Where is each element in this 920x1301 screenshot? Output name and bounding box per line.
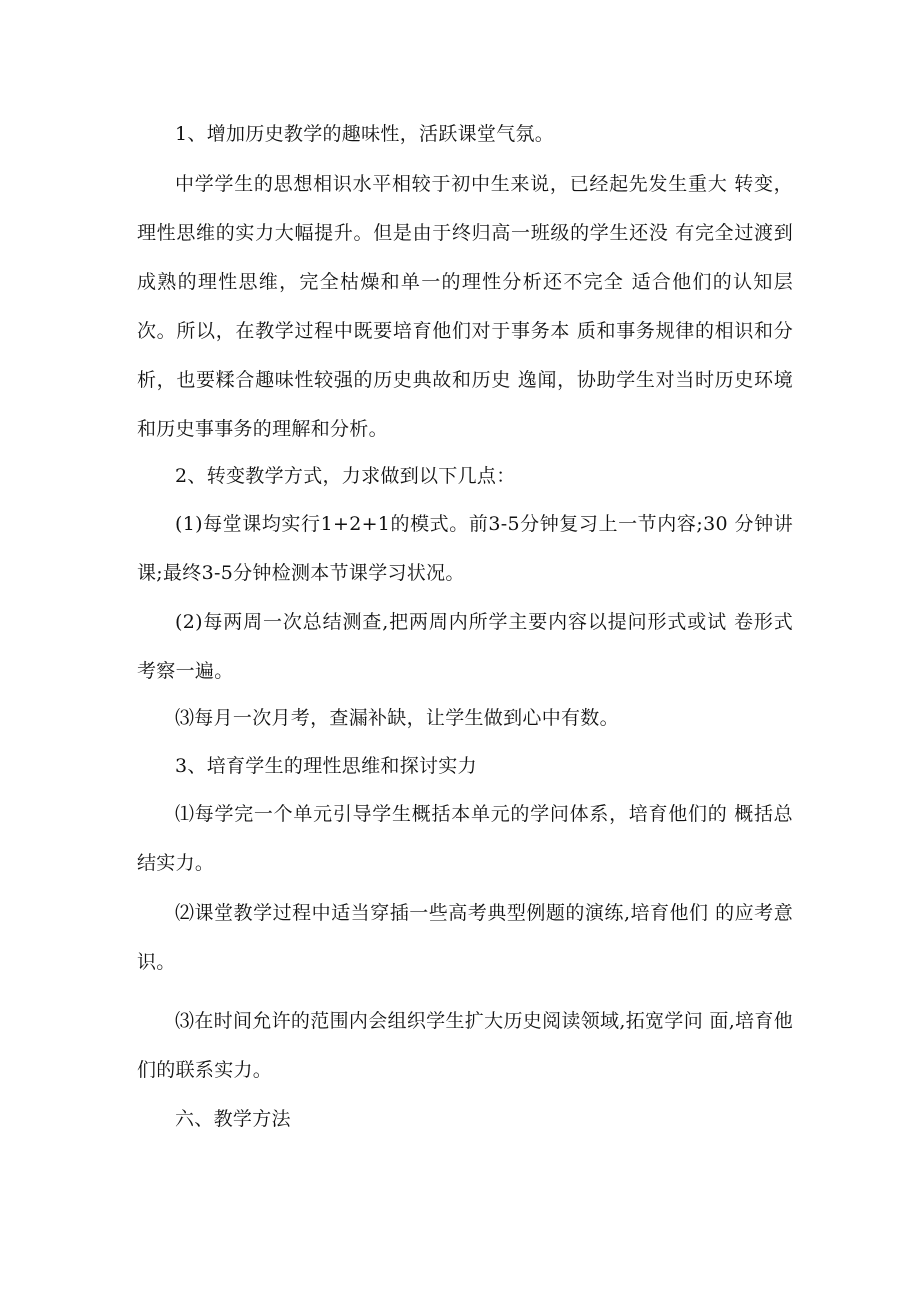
paragraph-sub-item-1: ⑴每学完一个单元引导学生概括本单元的学问体系，培育他们的 概括总结实力。 <box>137 803 793 874</box>
paragraph-sub-item-3: ⑶在时间允许的范围内会组织学生扩大历史阅读领域,拓宽学问 面,培育他们的联系实力。 <box>137 1010 793 1081</box>
section-heading-3: 3、培育学生的理性思维和探讨实力 <box>175 755 477 777</box>
section-heading-teaching-methods: 六、教学方法 <box>175 1108 291 1130</box>
section-heading-1: 1、增加历史教学的趣味性，活跃课堂气氛。 <box>175 123 555 145</box>
paragraph-item-2: (2)每两周一次总结测查,把两周内所学主要内容以提问形式或试 卷形式考察一遍。 <box>137 611 793 682</box>
paragraph-item-1: (1)每堂课均实行1+2+1的模式。前3-5分钟复习上一节内容;30 分钟讲课;最终3-5分钟检测本节课学习状况。 <box>137 513 793 584</box>
section-heading-2: 2、转变教学方式，力求做到以下几点： <box>175 465 516 487</box>
paragraph-item-3: ⑶每月一次月考，查漏补缺，让学生做到心中有数。 <box>175 707 619 729</box>
paragraph-rational-thinking: 中学学生的思想相识水平相较于初中生来说，已经起先发生重大 转变，理性思维的实力大幅提升。但是由于终归高一班级的学生还没 有完全过渡到成熟的理性思维，完全枯燥和单一的理性分析还不完全 适合他们的认知层次。所以，在教学过程中既要培育他们对于事务本 质和事务规律的相识和分析，也要糅合趣味性较强的历史典故和历史 逸闻，协助学生对当时历史环境和历史事事务的理解和分析。 <box>137 173 793 440</box>
paragraph-sub-item-2: ⑵课堂教学过程中适当穿插一些高考典型例题的演练,培育他们 的应考意识。 <box>137 902 793 973</box>
